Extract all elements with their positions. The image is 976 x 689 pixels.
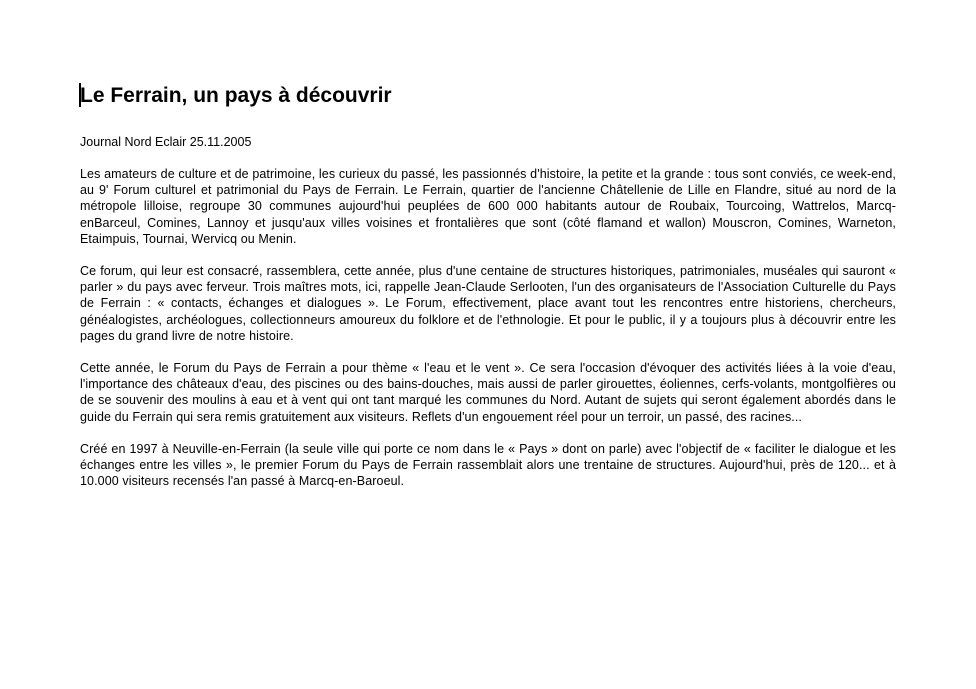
paragraph-4: Créé en 1997 à Neuville-en-Ferrain (la seule ville qui porte ce nom dans le « Pays » dont on parle) avec l'objectif de « faciliter le dialogue et les échanges entre les villes », le premier Forum du Pays de Ferrain rassemblait alors une trentaine de structures. Aujourd'hui, près de 120... et à 10.000 visiteurs recensés l'an passé à Marcq-en-Baroeul. bbox=[80, 441, 896, 489]
paragraph-2: Ce forum, qui leur est consacré, rassemblera, cette année, plus d'une centaine de structures historiques, patrimoniales, muséales qui sauront « parler » du pays avec ferveur. Trois maîtres mots, ici, rappelle Jean-Claude Serlooten, l'un des organisateurs de l'Association Culturelle du Pays de Ferrain : « contacts, échanges et dialogues ». Le Forum, effectivement, place avant tout les rencontres entre historiens, chercheurs, généalogistes, archéologues, collectionneurs amoureux du folklore et de l'ethnologie. Et pour le public, il y a toujours plus à découvrir entre les pages du grand livre de notre histoire. bbox=[80, 264, 896, 343]
document-title: Le Ferrain, un pays à découvrir bbox=[80, 84, 392, 107]
article-source: Journal Nord Eclair 25.11.2005 bbox=[80, 135, 252, 149]
paragraph-1: Les amateurs de culture et de patrimoine, les curieux du passé, les passionnés d'histoire, la petite et la grande : tous sont conviés, ce week-end, au 9' Forum culturel et patrimonial du Pays de Ferrain. Le Ferrain, quartier de l'ancienne Châtellenie de Lille en Flandre, situé au nord de la métropole lilloise, regroupe 30 communes aujourd'hui peuplées de 600 000 habitants autour de Roubaix, Tourcoing, Wattrelos, Marcq-enBarceul, Comines, Lannoy et jusqu'aux villes voisines et frontalières que sont (côté flamand et wallon) Mouscron, Comines, Warneton, Etaimpuis, Tournai, Wervicq ou Menin. bbox=[80, 167, 896, 246]
paragraph-3: Cette année, le Forum du Pays de Ferrain a pour thème « l'eau et le vent ». Ce sera l'occasion d'évoquer des activités liées à la voie d'eau, l'importance des châteaux d'eau, des piscines ou des bains-douches, mais aussi de parler girouettes, éoliennes, cerfs-volants, montgolfières ou de se souvenir des moulins à eau et à vent qui ont tant marqué les communes du Nord. Autant de sujets qui seront également abordés dans le guide du Ferrain qui sera remis gratuitement aux visiteurs. Reflets d'un engouement réel pour un terroir, un passé, des racines... bbox=[80, 361, 896, 424]
title-row bbox=[80, 82, 896, 110]
document-body bbox=[80, 82, 896, 489]
